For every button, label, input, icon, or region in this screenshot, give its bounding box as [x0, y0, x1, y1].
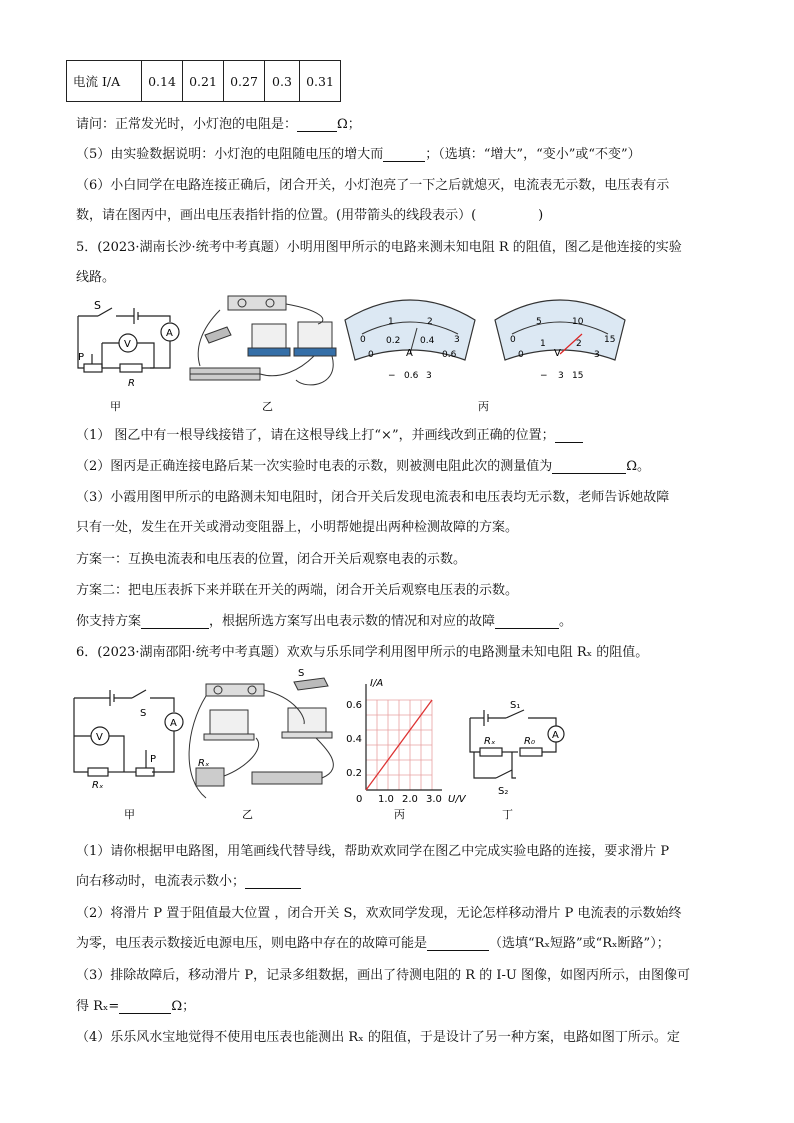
ammeter-tick: 0.4: [420, 336, 435, 346]
answer-blank[interactable]: [119, 1013, 171, 1014]
q6-heading: 6．(2023·湖南邵阳·统考中考真题）欢欢与乐乐同学利用图甲所示的电路测量未知电阻 Rₓ 的阻值。: [76, 645, 649, 660]
voltmeter-tick: 5: [536, 317, 542, 327]
ammeter-terminal: 3: [426, 371, 432, 381]
fig-label-bing: 丙: [394, 808, 405, 821]
q5-figures: [70, 290, 730, 415]
ammeter-tick: 0: [368, 350, 374, 360]
table-row: [67, 61, 341, 102]
answer-blank[interactable]: [495, 628, 559, 629]
table-cell: 0.3: [265, 61, 300, 102]
q6-circuit-diagram: [74, 690, 183, 776]
ammeter-label: A: [552, 730, 559, 741]
slider-label: P: [78, 352, 85, 363]
voltmeter-terminal: 15: [572, 371, 584, 381]
voltmeter-unit: V: [554, 348, 561, 359]
ammeter-unit: A: [406, 348, 413, 359]
voltmeter-terminal: −: [540, 371, 548, 381]
fig-label-jia: 甲: [124, 808, 135, 821]
q4-ask: 请问：正常发光时，小灯泡的电阻是： Ω；: [76, 117, 361, 132]
q4-part6-line2: 数，请在图丙中，画出电压表指针指的位置。(用带箭头的线段表示）( ): [76, 208, 544, 223]
answer-blank[interactable]: [427, 950, 489, 951]
q6-part1-line2: 向右移动时，电流表示数小；: [76, 870, 301, 889]
q4-part6-line1: （6）小白同学在电路连接正确后，闭合开关，小灯泡亮了一下之后就熄灭，电流表无示数，电压表有示: [76, 178, 670, 193]
ammeter-terminal: 0.6: [404, 371, 419, 381]
y-tick-label: 0.6: [346, 700, 362, 711]
x-tick-label: 0: [356, 794, 363, 805]
ammeter-tick: 0.6: [442, 350, 457, 360]
resistor-label: R: [128, 378, 135, 389]
voltmeter-tick: 15: [604, 335, 616, 345]
ammeter-label: A: [166, 328, 173, 339]
ammeter-tick: 0: [360, 335, 366, 345]
voltmeter-terminal: 3: [558, 371, 564, 381]
answer-blank[interactable]: [555, 442, 583, 443]
q5-apparatus-photo: [190, 296, 336, 385]
resistor-label: R₀: [524, 736, 535, 747]
answer-blank[interactable]: [552, 473, 626, 474]
switch-label: S: [94, 299, 101, 312]
switch-label: S₁: [510, 700, 521, 711]
q5-plan1: 方案一：互换电流表和电压表的位置，闭合开关后观察电表的示数。: [76, 552, 467, 567]
q6-figures: [66, 668, 706, 826]
ammeter-tick: 1: [388, 317, 394, 327]
q5-part1: （1） 图乙中有一根导线接错了，请在这根导线上打“×”，并画线改到正确的位置；: [76, 424, 583, 443]
fig-label-yi: 乙: [262, 400, 273, 413]
switch-label: S: [140, 708, 147, 719]
switch-label: S: [298, 668, 305, 679]
q6-part2-line2: 为零，电压表示数接近电源电压，则电路中存在的故障可能是 （选填“Rₓ短路”或“Rₓ断路”）；: [76, 936, 670, 951]
y-tick-label: 0.4: [346, 734, 362, 745]
fig-label-bing: 丙: [478, 400, 489, 413]
answer-blank[interactable]: [297, 131, 337, 132]
current-table: [66, 60, 341, 102]
ammeter-label: A: [170, 718, 177, 729]
q6-part1-line1: （1）请你根据甲电路图，用笔画线代替导线，帮助欢欢同学在图乙中完成实验电路的连接，要求滑片 P: [76, 844, 670, 859]
table-cell: 0.31: [300, 61, 341, 102]
voltmeter-tick: 0: [518, 350, 524, 360]
resistor-label: Rₓ: [92, 780, 104, 791]
answer-blank[interactable]: [245, 888, 301, 889]
q6-part4: （4）乐乐风水宝地觉得不使用电压表也能测出 Rₓ 的阻值，于是设计了另一种方案，电路如图丁所示。定: [76, 1030, 680, 1045]
resistor-label: Rₓ: [484, 736, 496, 747]
slider-label: P: [150, 754, 157, 765]
q5-heading-line1: 5．(2023·湖南长沙·统考中考真题）小明用图甲所示的电路来测未知电阻 R 的阻值，图乙是他连接的实验: [76, 240, 682, 255]
resistor-label: Rₓ: [198, 758, 210, 769]
ammeter-tick: 3: [454, 335, 460, 345]
voltmeter-tick: 3: [594, 350, 600, 360]
table-cell: 0.14: [142, 61, 183, 102]
ammeter-tick: 2: [427, 317, 433, 327]
x-tick-label: 1.0: [378, 794, 394, 805]
q6-apparatus-photo: [189, 678, 333, 798]
answer-blank[interactable]: [383, 161, 425, 162]
q4-part5: （5）由实验数据说明：小灯泡的电阻随电压的增大而 ；（选填：“增大”，“变小”或“不变”）: [76, 147, 641, 162]
q6-part2-line1: （2）将滑片 P 置于阻值最大位置 ，闭合开关 S，欢欢同学发现，无论怎样移动滑片 P 电流表的示数始终: [76, 906, 682, 921]
table-header-cell: 电流 I/A: [67, 61, 142, 102]
iu-graph: [366, 684, 442, 790]
voltmeter-tick: 10: [572, 317, 584, 327]
q6-part3-line2: 得 Rₓ= Ω；: [76, 999, 196, 1014]
q5-plan2: 方案二：把电压表拆下来并联在开关的两端，闭合开关后观察电压表的示数。: [76, 583, 519, 598]
table-cell: 0.21: [183, 61, 224, 102]
voltmeter-label: V: [96, 732, 103, 743]
ammeter-terminal: −: [388, 371, 396, 381]
fig-label-yi: 乙: [242, 808, 253, 821]
ammeter-tick: 0.2: [386, 336, 401, 346]
voltmeter-tick: 2: [576, 339, 582, 349]
y-tick-label: 0.2: [346, 768, 362, 779]
q5-support: 你支持方案 ，根据所选方案写出电表示数的情况和对应的故障 。: [76, 614, 573, 629]
voltmeter-label: V: [124, 339, 131, 350]
x-tick-label: 2.0: [402, 794, 418, 805]
q5-heading-line2: 线路。: [76, 270, 116, 285]
y-axis-label: I/A: [370, 678, 384, 689]
q6-part3-line1: （3）排除故障后，移动滑片 P，记录多组数据，画出了待测电阻的 R 的 I-U 图像，如图丙所示，由图像可: [76, 968, 690, 983]
q5-part3-line1: （3）小霞用图甲所示的电路测未知电阻时，闭合开关后发现电流表和电压表均无示数，老师告诉她故障: [76, 490, 670, 505]
answer-blank[interactable]: [141, 628, 209, 629]
q5-part3-line2: 只有一处，发生在开关或滑动变阻器上，小明帮她提出两种检测故障的方案。: [76, 520, 519, 535]
fig-label-ding: 丁: [502, 808, 513, 821]
voltmeter-tick: 0: [510, 335, 516, 345]
voltmeter-tick: 1: [540, 339, 546, 349]
switch-label: S₂: [498, 786, 509, 797]
table-cell: 0.27: [224, 61, 265, 102]
q5-part2: （2）图丙是正确连接电路后某一次实验时电表的示数，则被测电阻此次的测量值为 Ω。: [76, 459, 651, 474]
x-axis-label: U/V: [448, 794, 466, 805]
fig-label-jia: 甲: [110, 400, 121, 413]
x-tick-label: 3.0: [426, 794, 442, 805]
